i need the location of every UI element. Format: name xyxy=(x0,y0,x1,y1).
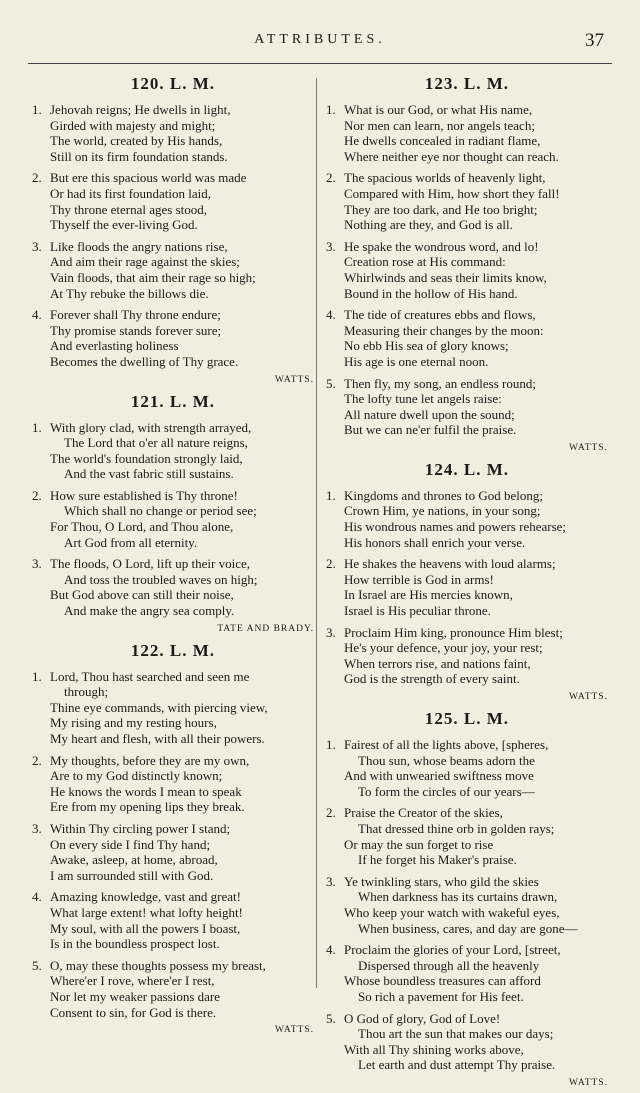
verse-line: For Thou, O Lord, and Thou alone, xyxy=(50,519,234,535)
hymn-heading: 122. L. M. xyxy=(130,640,216,660)
hymn-author: TATE AND BRADY. xyxy=(217,623,314,634)
verse-line: Whirlwinds and seas their limits know, xyxy=(344,269,547,285)
verse-line: And aim their rage against the skies; xyxy=(50,254,240,270)
verse-line: I am surrounded still with God. xyxy=(50,867,214,883)
verse-line: What large extent! what lofty height! xyxy=(50,904,243,920)
verse-line: Thou sun, whose beams adorn the xyxy=(358,752,535,768)
header-rule xyxy=(28,63,612,64)
stanza-number: 1. xyxy=(326,102,336,117)
stanza-number: 3. xyxy=(326,873,336,889)
stanza xyxy=(326,805,608,867)
stanza xyxy=(32,556,314,618)
verse-line: Kingdoms and thrones to God belong; xyxy=(344,487,543,503)
verse-line: Let earth and dust attempt Thy praise. xyxy=(358,1057,556,1073)
stanza xyxy=(326,737,608,799)
verse-line: When darkness has its curtains drawn, xyxy=(358,889,558,905)
verse-line: He dwells concealed in radiant flame, xyxy=(344,133,541,149)
stanza-number: 3. xyxy=(32,556,42,572)
verse-line: Which shall no change or period see; xyxy=(64,503,257,519)
hymn xyxy=(326,707,608,1089)
hymn-author: WATTS. xyxy=(275,374,314,385)
stanza xyxy=(32,753,314,815)
verse-line: And everlasting holiness xyxy=(50,338,179,354)
hymn-heading: 123. L. M. xyxy=(424,74,510,93)
verse-line: Or had its first foundation laid, xyxy=(50,185,212,201)
verse-line: Jehovah reigns; He dwells in light, xyxy=(50,102,231,117)
stanza-number: 4. xyxy=(326,307,336,323)
verse-line: Nor men can learn, nor angels teach; xyxy=(344,117,535,133)
verse-line: O God of glory, God of Love! xyxy=(344,1010,501,1026)
hymn-author: WATTS. xyxy=(569,1077,608,1088)
verse-line: Thine eye commands, with piercing view, xyxy=(50,699,268,715)
hymn xyxy=(326,72,608,454)
verse-line: Dispersed through all the heavenly xyxy=(358,957,540,973)
verse-line: With all Thy shining works above, xyxy=(344,1041,524,1057)
verse-line: The tide of creatures ebbs and flows, xyxy=(344,307,536,323)
stanza xyxy=(326,625,608,687)
stanza-number: 4. xyxy=(326,942,336,958)
stanza xyxy=(32,307,314,369)
verse-line: Are to my God distinctly known; xyxy=(50,768,223,784)
stanza-number: 1. xyxy=(32,419,42,435)
verse-line: With glory clad, with strength arrayed, xyxy=(50,419,252,435)
verse-line: Still on its firm foundation stands. xyxy=(50,148,228,164)
verse-line: Or may the sun forget to rise xyxy=(344,836,494,852)
verse-line: Within Thy circling power I stand; xyxy=(50,820,231,836)
stanza xyxy=(32,102,314,164)
verse-line: Israel is His peculiar throne. xyxy=(344,603,491,619)
verse-line: And make the angry sea comply. xyxy=(64,603,235,619)
stanza-number: 3. xyxy=(32,238,42,254)
stanza xyxy=(326,307,608,369)
stanza-number: 5. xyxy=(326,1010,336,1026)
hymn-heading: 121. L. M. xyxy=(130,391,216,411)
hymn xyxy=(32,72,314,386)
verse-line: Crown Him, ye nations, in your song; xyxy=(344,503,541,519)
hymn-heading: 125. L. M. xyxy=(424,709,510,728)
verse-line: My heart and flesh, with all their powers. xyxy=(50,731,265,746)
verse-line: How sure established is Thy throne! xyxy=(50,487,238,503)
verse-line: Lord, Thou hast searched and seen me xyxy=(50,668,250,684)
stanza xyxy=(326,874,608,936)
verse-line: Compared with Him, how short they fall! xyxy=(344,185,560,201)
stanza xyxy=(32,420,314,482)
verse-line: In Israel are His mercies known, xyxy=(344,587,513,603)
verse-line: If he forget his Maker's praise. xyxy=(358,852,517,868)
verse-line: And toss the troubled waves on high; xyxy=(64,571,258,587)
verse-line: Where neither eye nor thought can reach. xyxy=(344,148,559,164)
verse-line: Thy promise stands forever sure; xyxy=(50,322,222,338)
verse-line: Forever shall Thy throne endure; xyxy=(50,307,221,323)
verse-line: That dressed thine orb in golden rays; xyxy=(358,820,555,836)
stanza xyxy=(32,821,314,883)
stanza-number: 5. xyxy=(326,375,336,391)
verse-line: The world, created by His hands, xyxy=(50,133,223,149)
verse-line: His wondrous names and powers rehearse; xyxy=(344,519,567,535)
verse-line: Nor let my weaker passions dare xyxy=(50,988,221,1004)
verse-line: My soul, with all the powers I boast, xyxy=(50,920,241,936)
verse-line: O, may these thoughts possess my breast, xyxy=(50,957,266,973)
verse-line: He's your defence, your joy, your rest; xyxy=(344,640,543,656)
stanza xyxy=(326,942,608,1004)
hymn xyxy=(326,458,608,703)
verse-line: All nature dwell upon the sound; xyxy=(344,406,515,422)
verse-line: Ye twinkling stars, who gild the skies xyxy=(344,873,539,889)
verse-line: Fairest of all the lights above, [spheres, xyxy=(344,737,549,752)
verse-line: And the vast fabric still sustains. xyxy=(64,466,234,482)
verse-line: through; xyxy=(64,684,109,700)
verse-line: My thoughts, before they are my own, xyxy=(50,752,250,768)
verse-line: Vain floods, that aim their rage so high; xyxy=(50,269,256,285)
stanza-number: 2. xyxy=(32,170,42,186)
stanza xyxy=(32,669,314,747)
hymn xyxy=(32,639,314,1036)
verse-line: When terrors rise, and nations faint, xyxy=(344,655,531,671)
verse-line: To form the circles of our years— xyxy=(358,783,535,799)
stanza-number: 1. xyxy=(32,668,42,684)
stanza xyxy=(326,376,608,438)
verse-line: So rich a pavement for His feet. xyxy=(358,988,524,1004)
verse-line: The lofty tune let angels raise: xyxy=(344,391,502,407)
verse-line: Thyself the ever-living God. xyxy=(50,217,198,233)
verse-line: Ere from my opening lips they break. xyxy=(50,799,245,815)
verse-line: He shakes the heavens with loud alarms; xyxy=(344,556,556,572)
stanza xyxy=(326,239,608,301)
right-column xyxy=(326,72,608,1093)
stanza-number: 3. xyxy=(326,238,336,254)
verse-line: And with unwearied swiftness move xyxy=(344,768,534,784)
verse-line: They are too dark, and He too bright; xyxy=(344,201,538,217)
verse-line: Who keep your watch with wakeful eyes, xyxy=(344,904,560,920)
verse-line: The floods, O Lord, lift up their voice, xyxy=(50,556,251,572)
verse-line: Becomes the dwelling of Thy grace. xyxy=(50,353,239,369)
hymn-heading: 124. L. M. xyxy=(424,459,510,479)
verse-line: He knows the words I mean to speak xyxy=(50,783,242,799)
stanza-number: 4. xyxy=(32,307,42,323)
stanza xyxy=(32,889,314,951)
stanza-number: 2. xyxy=(326,805,336,821)
hymn-author: WATTS. xyxy=(275,1025,314,1036)
verse-line: Like floods the angry nations rise, xyxy=(50,238,228,254)
verse-line: Whose boundless treasures can afford xyxy=(344,973,541,989)
stanza xyxy=(32,488,314,550)
stanza-number: 5. xyxy=(32,957,42,973)
verse-line: Thy throne eternal ages stood, xyxy=(50,201,208,217)
verse-line: No ebb His sea of glory knows; xyxy=(344,338,509,354)
stanza xyxy=(326,170,608,232)
verse-line: At Thy rebuke the billows die. xyxy=(50,285,209,301)
column-divider xyxy=(316,78,317,988)
left-column xyxy=(32,72,314,1040)
stanza-number: 2. xyxy=(32,752,42,768)
verse-line: Amazing knowledge, vast and great! xyxy=(50,889,241,905)
hymn-author: WATTS. xyxy=(569,692,608,702)
verse-line: But we can ne'er fulfil the praise. xyxy=(344,422,517,438)
page-number: 37 xyxy=(585,30,604,51)
stanza xyxy=(32,958,314,1020)
verse-line: Bound in the hollow of His hand. xyxy=(344,285,518,301)
running-head: ATTRIBUTES. xyxy=(254,32,386,47)
stanza-number: 1. xyxy=(326,737,336,752)
stanza xyxy=(326,102,608,164)
verse-line: His age is one eternal noon. xyxy=(344,353,489,369)
verse-line: His honors shall enrich your verse. xyxy=(344,534,526,550)
verse-line: What is our God, or what His name, xyxy=(344,102,533,117)
verse-line: When business, cares, and day are gone— xyxy=(358,920,578,936)
verse-line: The world's foundation strongly laid, xyxy=(50,450,243,466)
hymn-author: WATTS. xyxy=(569,442,608,453)
stanza xyxy=(326,488,608,550)
verse-line: My rising and my resting hours, xyxy=(50,715,217,731)
stanza-number: 1. xyxy=(32,102,42,117)
verse-line: Proclaim the glories of your Lord, [street, xyxy=(344,942,561,958)
page-header xyxy=(0,30,640,56)
verse-line: On every side I find Thy hand; xyxy=(50,836,211,852)
stanza-number: 4. xyxy=(32,889,42,905)
verse-line: Is in the boundless prospect lost. xyxy=(50,936,220,952)
verse-line: Proclaim Him king, pronounce Him blest; xyxy=(344,624,563,640)
verse-line: Art God from all eternity. xyxy=(64,534,198,550)
hymn-heading: 120. L. M. xyxy=(130,74,216,93)
stanza-number: 3. xyxy=(32,820,42,836)
verse-line: The spacious worlds of heavenly light, xyxy=(344,170,546,186)
verse-line: But ere this spacious world was made xyxy=(50,170,247,186)
verse-line: Where'er I rove, where'er I rest, xyxy=(50,973,215,989)
stanza xyxy=(32,239,314,301)
verse-line: Thou art the sun that makes our days; xyxy=(358,1026,554,1042)
stanza-number: 2. xyxy=(32,487,42,503)
stanza-number: 3. xyxy=(326,624,336,640)
hymn xyxy=(32,390,314,635)
verse-line: God is the strength of every saint. xyxy=(344,671,520,687)
stanza xyxy=(32,170,314,232)
verse-line: How terrible is God in arms! xyxy=(344,571,494,587)
stanza xyxy=(326,556,608,618)
stanza-number: 1. xyxy=(326,487,336,503)
stanza-number: 2. xyxy=(326,170,336,186)
verse-line: Then fly, my song, an endless round; xyxy=(344,375,536,391)
verse-line: The Lord that o'er all nature reigns, xyxy=(64,435,248,451)
stanza xyxy=(326,1011,608,1073)
verse-line: Consent to sin, for God is there. xyxy=(50,1004,217,1020)
verse-line: Awake, asleep, at home, abroad, xyxy=(50,852,218,868)
verse-line: He spake the wondrous word, and lo! xyxy=(344,238,539,254)
verse-line: Praise the Creator of the skies, xyxy=(344,805,503,821)
verse-line: Creation rose at His command: xyxy=(344,254,506,270)
verse-line: Nothing are they, and God is all. xyxy=(344,217,513,233)
stanza-number: 2. xyxy=(326,556,336,572)
verse-line: But God above can still their noise, xyxy=(50,587,234,603)
verse-line: Girded with majesty and might; xyxy=(50,117,216,133)
verse-line: Measuring their changes by the moon: xyxy=(344,322,544,338)
